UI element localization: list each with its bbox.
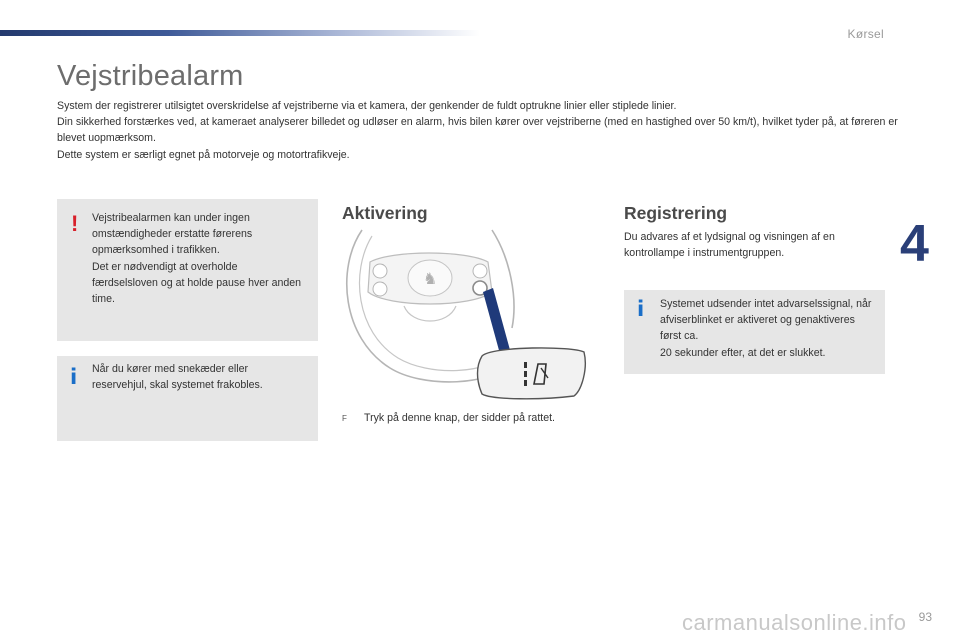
activation-instruction [342,412,555,424]
info-icon: i [637,297,645,321]
info-text [660,296,872,361]
warning-exclamation-icon: ! [71,211,79,236]
instruction-text: Tryk på denne knap, der sidder på rattet. [364,412,555,424]
info-text: Når du kører med snekæder eller reservehjul, skal systemet frakobles. [92,363,263,392]
intro-paragraph: Din sikkerhed forstærkes ved, at kameraet analyserer billedet og udløser en alarm, hvis bilen kører over vejstriberne (med en hastighed over 50 km/t), hvilket tyder på, at føreren er blevet uopmærksom. [57,116,898,145]
bullet-arrow-icon: F [342,414,347,423]
warning-text [92,210,304,307]
info-icon: i [70,365,78,389]
watermark: carmanualsonline.info [682,610,907,635]
info-line: Systemet udsender intet advarselssignal, når afviserblinket er aktiveret og genaktiveres først ca. [660,298,872,343]
info-line: 20 sekunder efter, at det er slukket. [660,346,826,359]
steering-wheel-illustration [342,228,592,400]
chapter-number: 4 [900,215,929,273]
intro-paragraph: System der registrerer utilsigtet overskridelse af vejstriberne via et kamera, der genkender de fuldt optrukne linier eller stiplede linier. [57,100,677,112]
page-title: Vejstribealarm [57,60,244,92]
intro-text [57,98,917,163]
warning-line: Det er nødvendigt at overholde færdselsloven og at holde pause hver anden time. [92,260,302,306]
svg-text:♞: ♞ [423,269,438,288]
warning-line: Vejstribealarmen kan under ingen omstændigheder erstatte førerens opmærksomhed i trafikken. [92,212,253,257]
warning-box [57,199,318,341]
intro-paragraph: Dette system er særligt egnet på motorveje og motortrafikveje. [57,148,350,161]
page-number: 93 [918,610,932,624]
section-label: Kørsel [847,27,884,41]
registration-heading: Registrering [624,203,728,223]
registration-text: Du advares af et lydsignal og visningen af en kontrollampe i instrumentgruppen. [624,231,835,260]
info-box-snow-chains [57,356,318,441]
header-accent-bar [0,30,480,36]
info-box-turn-signal [624,290,885,374]
activation-heading: Aktivering [342,203,428,223]
